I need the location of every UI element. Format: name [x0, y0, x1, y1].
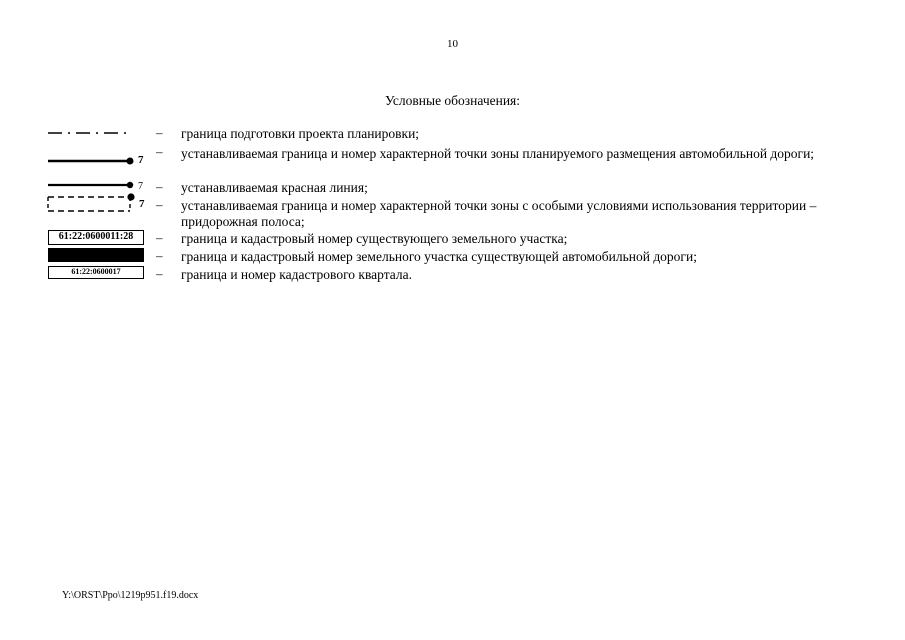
legend-entry-road-zone-boundary [0, 146, 905, 166]
page-number: 10 [447, 38, 458, 50]
cadastral-quarter-symbol [44, 266, 154, 286]
black-block-symbol [48, 248, 144, 262]
legend-entry-roadside-strip [0, 193, 905, 229]
cadastral-number-badge: 61:22:0600011:28 [48, 230, 144, 245]
entry-dash: – [156, 179, 163, 194]
entry-dash: – [156, 248, 163, 263]
entry-description: устанавливаемая красная линия; [181, 180, 368, 195]
dashed-box-symbol [44, 193, 154, 217]
point-number-label: 7 [138, 154, 144, 166]
entry-description: устанавливаемая граница и номер характерной точки зоны планируемого размещения автомобильной дороги; [181, 146, 815, 161]
land-plot-symbol [44, 230, 154, 250]
entry-description: устанавливаемая граница и номер характерной точки зоны с особыми условиями использования территории – придорожная полоса; [181, 198, 817, 229]
entry-description: граница и кадастровый номер существующего земельного участка; [181, 231, 568, 246]
road-plot-symbol [44, 248, 154, 268]
legend-title-text: Условные обозначения: [384, 93, 521, 108]
entry-dash: – [156, 125, 163, 140]
legend-entry-land-plot [0, 230, 905, 250]
point-number-label: 7 [139, 198, 145, 210]
dash-dot-line-symbol [44, 124, 154, 144]
entry-dash: – [156, 266, 163, 281]
entry-dash: – [156, 197, 163, 212]
entry-description: граница подготовки проекта планировки; [181, 126, 420, 141]
legend-entry-planning-boundary [0, 124, 905, 144]
entry-description: граница и номер кадастрового квартала. [181, 267, 413, 282]
legend-entry-road-land-plot [0, 248, 905, 268]
legend-title [0, 93, 905, 109]
legend-entry-cadastral-quarter [0, 266, 905, 286]
entry-dash: – [156, 230, 163, 245]
entry-description: граница и кадастровый номер земельного участка существующей автомобильной дороги; [181, 249, 697, 264]
file-path-footer: Y:\ORST\Ppo\1219p951.f19.docx [62, 590, 199, 601]
entry-dash: – [156, 144, 163, 159]
point-number-label: 7 [138, 181, 143, 192]
solid-line-point-symbol [44, 146, 154, 182]
cadastral-quarter-badge: 61:22:0600017 [48, 266, 144, 279]
